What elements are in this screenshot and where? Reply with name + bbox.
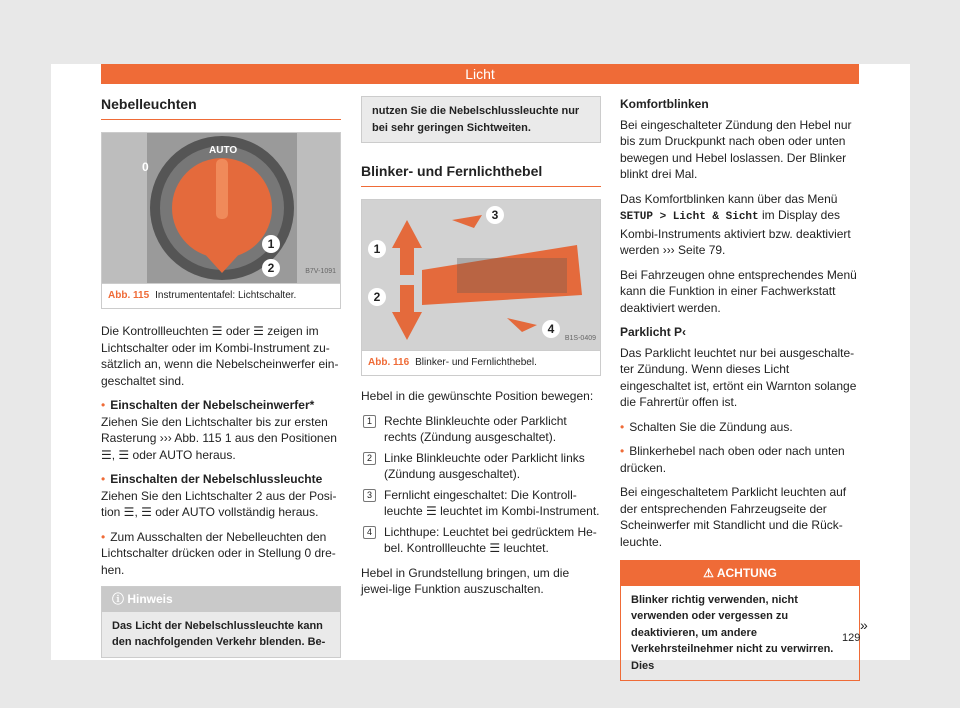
item-text: Linke Blinkleuchte oder Parklicht links (Zündung ausgeschaltet). xyxy=(384,450,585,481)
item-number: 1 xyxy=(363,415,376,428)
page-header: Licht xyxy=(101,64,859,84)
hint-title: Hinweis xyxy=(127,592,173,606)
knob-label-1: 1 xyxy=(262,235,280,253)
arrow-label-1: 1 xyxy=(368,240,386,258)
figure-caption-text: Blinker- und Fernlichthebel. xyxy=(415,356,537,368)
column-2 xyxy=(361,96,601,606)
list-item xyxy=(361,487,601,520)
knob-label-auto: AUTO xyxy=(209,144,238,156)
bullet-title: Einschalten der Nebelschlussleuchte xyxy=(110,472,323,486)
figure-code: B1S-0409 xyxy=(564,335,596,342)
warning-title: ACHTUNG xyxy=(716,566,777,580)
bullet-text: Zum Ausschalten der Nebelleuchten den Lichtschalter drücken oder in Stellung 0 dre-hen. xyxy=(101,529,336,577)
knob-label-0: 0 xyxy=(142,159,149,174)
bullet-off xyxy=(101,529,341,579)
text: im Display des Kombi-Instruments aktiviert bzw. deaktiviert werden ››› Seite 79. xyxy=(620,208,851,257)
info-icon: ⓘ xyxy=(112,592,128,606)
figure-caption-text: Instrumententafel: Lichtschalter. xyxy=(155,289,297,301)
hint-continuation: nutzen Sie die Nebelschlussleuchte nur bei sehr geringen Sichtweiten. xyxy=(361,96,601,143)
warning-header xyxy=(621,561,859,586)
lever-illustration xyxy=(362,200,600,350)
continue-mark: » xyxy=(860,617,868,633)
hint-text: Das Licht der Nebelschlussleuchte kann den nachfolgenden Verkehr blenden. Be- xyxy=(112,619,326,648)
hint-box xyxy=(101,586,341,658)
subheading-parklicht: Parklicht P‹ xyxy=(620,325,687,339)
paragraph: Bei Fahrzeugen ohne entsprechendes Menü kann die Funktion in einer Fachwerkstatt deaktiviert werden. xyxy=(620,267,857,315)
paragraph: Die Kontrollleuchten ☰ oder ☰ zeigen im Lichtschalter oder im Kombi-Instrument zu-sätzlich an, wenn die Nebelscheinwerfer ein-geschaltet sind. xyxy=(101,324,339,388)
item-text: Rechte Blinkleuchte oder Parklicht rechts (Zündung ausgeschaltet). xyxy=(384,413,567,444)
item-number: 2 xyxy=(363,452,376,465)
list-item xyxy=(361,450,601,483)
knob-label-2: 2 xyxy=(262,259,280,277)
bullet-text: Ziehen Sie den Lichtschalter 2 aus der Posi-tion ☰, ☰ oder AUTO vollständig heraus. xyxy=(101,488,337,519)
lever-image xyxy=(362,200,600,350)
list-item xyxy=(361,524,601,557)
item-number: 4 xyxy=(363,526,376,539)
figure-caption xyxy=(362,350,600,376)
bullet-text: Ziehen Sie den Lichtschalter bis zur ersten Rasterung ››› Abb. 115 1 aus den Positionen ☰, ☰ oder AUTO heraus. xyxy=(101,414,337,462)
hint-header xyxy=(102,587,340,612)
page-number: 129 xyxy=(842,632,861,644)
bullet-rear-fog xyxy=(101,471,341,521)
section-title-nebelleuchten: Nebelleuchten xyxy=(101,96,341,120)
paragraph: Bei eingeschalteter Zündung den Hebel nur bis zum Druckpunkt nach oben oder unten bewegen und Hebel loslassen. Der Blinker blinkt drei Mal. xyxy=(620,117,852,181)
paragraph: Das Parklicht leuchtet nur bei ausgeschalte-ter Zündung. Wenn dieses Licht eingeschaltet ist, ertönt ein Warnton solange die Fahrertür offen ist. xyxy=(620,345,857,409)
figure-caption xyxy=(102,283,340,309)
bullet-title: Einschalten der Nebelscheinwerfer* xyxy=(110,398,315,412)
figure-label: Abb. 115 xyxy=(108,289,150,301)
menu-path: SETUP > Licht & Sicht xyxy=(620,211,759,223)
section-title-blinker: Blinker- und Fernlichthebel xyxy=(361,163,601,187)
column-1 xyxy=(101,96,341,658)
light-switch-image xyxy=(102,133,340,283)
column-3 xyxy=(620,96,860,681)
bullet: • Blinkerhebel nach oben oder nach unten drücken. xyxy=(620,443,860,476)
arrow-label-4: 4 xyxy=(542,320,560,338)
item-number: 3 xyxy=(363,489,376,502)
warning-text: Blinker richtig verwenden, nicht verwenden oder vergessen zu deaktivieren, um andere Verkehrsteilnehmer nicht zu verwirren. Dies xyxy=(631,593,834,672)
figure-116 xyxy=(361,199,601,377)
paragraph: Bei eingeschaltetem Parklicht leuchten auf der entsprechenden Fahrzeugseite der Scheinwerfer mit Standlicht und die Rück-leuchte. xyxy=(620,485,847,549)
figure-label: Abb. 116 xyxy=(368,356,410,368)
intro-text: Hebel in die gewünschte Position bewegen: xyxy=(361,389,594,403)
warning-box xyxy=(620,560,860,681)
paragraph-menu xyxy=(620,191,860,259)
arrow-label-3: 3 xyxy=(486,206,504,224)
bullet: • Schalten Sie die Zündung aus. xyxy=(620,419,860,436)
figure-115 xyxy=(101,132,341,310)
arrow-label-2: 2 xyxy=(368,288,386,306)
warning-icon: ⚠ xyxy=(703,566,717,580)
item-text: Fernlicht eingeschaltet: Die Kontroll-leuchte ☰ leuchtet im Kombi-Instrument. xyxy=(384,487,600,518)
figure-code: B7V-1091 xyxy=(305,268,336,275)
text: Das Komfortblinken kann über das Menü xyxy=(620,191,838,206)
bullet-fog-lights xyxy=(101,397,341,463)
item-text: Lichthupe: Leuchtet bei gedrücktem He-bel. Kontrollleuchte ☰ leuchtet. xyxy=(384,524,597,555)
subheading-komfortblinken: Komfortblinken xyxy=(620,97,709,111)
outro-text: Hebel in Grundstellung bringen, um die jewei-lige Funktion auszuschalten. xyxy=(361,565,570,596)
list-item xyxy=(361,413,601,446)
